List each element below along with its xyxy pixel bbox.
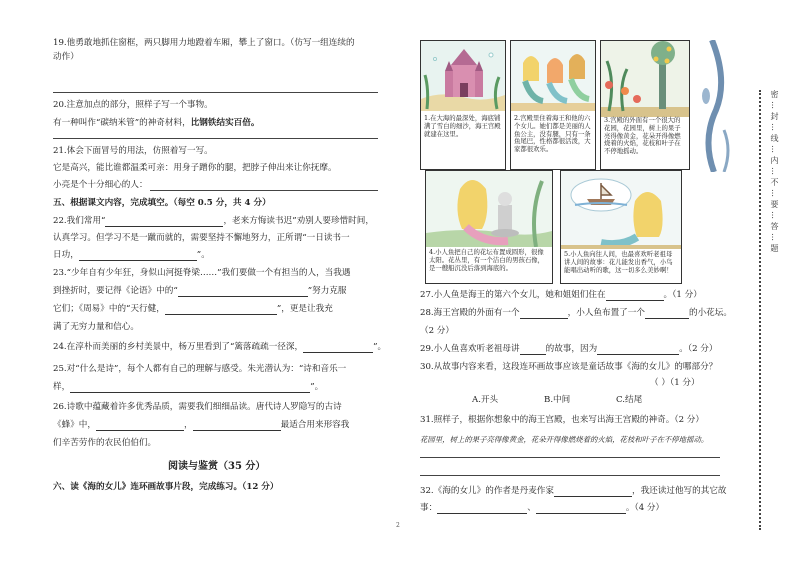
- fill-blank[interactable]: [645, 309, 689, 319]
- q30-option-b[interactable]: B.中间: [544, 395, 571, 405]
- comic-panel-5: [560, 170, 682, 284]
- fill-blank[interactable]: [105, 217, 223, 227]
- fill-blank[interactable]: [178, 287, 308, 297]
- q28-text-b: ，小人鱼布置了一个: [567, 308, 645, 318]
- fill-blank[interactable]: [79, 251, 197, 261]
- q31-example: 花园里，树上的果子亮得像黄金，花朵开得像燃烧着的火焰，花枝和叶子在不停地摇动。: [420, 435, 709, 444]
- q25-line2: [53, 382, 323, 393]
- q27-text-b: 。（1 分）: [663, 290, 702, 300]
- binding-label: 密…封…线…内…不…要…答…题: [770, 90, 779, 255]
- fill-blank[interactable]: [520, 309, 568, 319]
- fill-blank[interactable]: [597, 345, 679, 355]
- q23-text-b: ”努力克服: [307, 286, 347, 296]
- q20-line1: 20.注意加点的部分，照样子写一个事物。: [53, 100, 213, 110]
- panel-5-caption: 5.小人鱼向往人间，也最喜欢听老祖母讲人间的故事：花儿能发出香气，小鸟能唱出动听的歌，这一切多么美妙啊！: [564, 250, 673, 274]
- q21-line3: [53, 180, 148, 191]
- q23-line4: 满了无穷力量和信心。: [53, 322, 139, 332]
- q23-line1: 23.“少年自有少年狂，身似山河挺脊梁……”我们要做一个有担当的人，当我遇: [53, 268, 351, 278]
- q29-text-b: 的故事，因为: [545, 344, 598, 354]
- fill-blank[interactable]: [554, 487, 632, 497]
- q29-text-a: 29.小人鱼喜欢听老祖母讲: [420, 344, 520, 354]
- q26-text-c: 最适合用来形容我: [280, 420, 350, 430]
- q32-text-a: 32.《海的女儿》的作者是丹麦作家: [420, 486, 554, 496]
- q32-text-c: 事：: [420, 503, 438, 513]
- q22-line2: 认真学习。但学习不是一蹴而就的，需要坚持不懈地努力，正所谓“一日读书一: [53, 233, 350, 243]
- reading-section-title: 阅读与鉴赏（35 分）: [168, 461, 266, 472]
- q25-line1: 25.对“什么是诗”，每个人都有自己的理解与感受。朱光潜认为：“诗和音乐一: [53, 364, 347, 374]
- comic-panel-1: [420, 40, 506, 170]
- answer-line: [420, 457, 720, 458]
- q23-text-d: ”，更是让我充: [276, 304, 333, 314]
- q31-line1: 31.照样子，根据你想象中的海王宫殿，也来写出海王宫殿的神奇。（2 分）: [420, 415, 704, 425]
- answer-line: [420, 475, 720, 476]
- q24-text-b: ”。: [373, 342, 387, 352]
- q20-line2: [53, 118, 259, 129]
- q25-text-b: ”。: [310, 382, 324, 392]
- comic-panel-2: [510, 40, 596, 170]
- binding-dotted-line: [759, 90, 761, 530]
- q25-text-a: 样，: [53, 382, 71, 392]
- q27: [420, 290, 702, 301]
- q32-line2: [420, 503, 664, 514]
- fill-blank[interactable]: [536, 504, 626, 514]
- q21-line2: 它是高兴，能比谁都温柔可亲：用身子蹭你的腿，把脖子伸出来让你抚摩。: [53, 163, 337, 173]
- q21-prompt: 小亮是个十分细心的人：: [53, 180, 148, 190]
- mermaid-dreaming-illustration: [561, 171, 681, 249]
- q22-text-a: 22.我们常用“: [53, 216, 106, 226]
- q22-text-c: 日功，: [53, 250, 79, 260]
- q23-line2: [53, 286, 347, 297]
- q26-line1: 26.诗歌中蕴藏着许多优秀品质，需要我们细细品读。唐代诗人罗隐写的古诗: [53, 402, 342, 412]
- q26-text-b: ，: [183, 420, 193, 430]
- q30-option-c[interactable]: C.结尾: [616, 395, 643, 405]
- page-number: 2: [396, 522, 400, 529]
- q28-score: （2 分）: [420, 326, 454, 336]
- q21-line1: 21.体会下面冒号的用法，仿照着写一写。: [53, 146, 213, 156]
- fill-blank[interactable]: [606, 291, 664, 301]
- q32-text-e: 。（4 分）: [625, 503, 665, 513]
- panel-1-caption: 1.在大海的最深处，海底铺满了雪白的细沙，海王宫殿就建在这里。: [424, 114, 501, 138]
- q19-line1: 19.他勇敢地抓住窗框，两只脚用力地蹬着车厢，攀上了窗口。（仿写一组连续的: [53, 38, 355, 48]
- comic-panel-4: [425, 170, 553, 284]
- q22-line1: [53, 216, 374, 227]
- q22-text-d: ”。: [196, 250, 210, 260]
- q22-line3: [53, 250, 210, 261]
- fill-blank[interactable]: [303, 343, 373, 353]
- comic-panel-3: [600, 40, 690, 170]
- q28-text-c: 的小花坛。: [688, 308, 732, 318]
- q22-text-b: ，老来方悔读书迟”劝别人要珍惜时间，: [223, 216, 374, 226]
- q23-line3: [53, 304, 333, 315]
- section-6-heading: 六、读《海的女儿》连环画故事片段，完成练习。（12 分）: [53, 482, 279, 492]
- q29-text-c: 。（2 分）: [679, 344, 718, 354]
- q19-line2: 动作）: [53, 52, 79, 62]
- palace-garden-illustration: [601, 41, 689, 117]
- q30-option-a[interactable]: A.开头: [472, 395, 499, 405]
- answer-line: [53, 138, 378, 139]
- q32-text-b: ，我还读过他写的其它故: [631, 486, 727, 496]
- fill-blank[interactable]: [96, 421, 184, 431]
- q26-line3: 们辛苦劳作的农民伯伯们。: [53, 438, 157, 448]
- fill-blank[interactable]: [193, 421, 281, 431]
- answer-line: [150, 190, 378, 191]
- q23-text-a: 到挫折时，要记得《论语》中的“: [53, 286, 178, 296]
- q29: [420, 344, 717, 355]
- undersea-castle-illustration: [421, 41, 505, 111]
- q26-line2: [53, 420, 349, 431]
- panel-3-caption: 3.宫殿的外面有一个很大的花园，花园里，树上的果子亮得像黄金，花朵开得像燃烧着的火焰，花枝和叶子在不停地摇动。: [604, 116, 681, 156]
- q32-text-d: 、: [527, 503, 536, 513]
- q28-text-a: 28.海王宫殿的外面有一个: [420, 308, 520, 318]
- mermaid-statue-garden-illustration: [426, 171, 552, 247]
- q30-line1: 30.从故事内容来看，这段连环画故事应该是童话故事《海的女儿》的哪部分？: [420, 362, 718, 372]
- q24-text-a: 24.在淳朴而美丽的乡村美景中，杨万里看到了“篱落疏疏一径深，: [53, 342, 304, 352]
- q30-answer-paren[interactable]: （ ）（1 分）: [650, 378, 700, 388]
- fill-blank[interactable]: [520, 345, 546, 355]
- q32-line1: [420, 486, 727, 497]
- seaweed-illustration: [696, 40, 732, 172]
- q20-example: 有一种叫作“碳纳米管”的神奇材料，: [53, 118, 191, 128]
- q26-text-a: 《蜂》中，: [53, 420, 96, 430]
- q28-line1: [420, 308, 732, 319]
- fill-blank[interactable]: [70, 383, 310, 393]
- answer-line: [53, 92, 378, 93]
- panel-4-caption: 4.小人鱼把自己的花坛布置成圆形，很像太阳。花丛里，有一个洁白的男孩石像，是一艘船沉没后落到海底的。: [429, 248, 545, 272]
- fill-blank[interactable]: [437, 504, 527, 514]
- q20-emphasis: 比钢铁结实百倍。: [190, 118, 260, 128]
- q24: [53, 342, 386, 353]
- section-5-heading: 五、根据课文内容，完成填空。（每空 0.5 分，共 4 分）: [53, 198, 271, 208]
- q23-text-c: 它们；《周易》中的“天行健，: [53, 304, 165, 314]
- panel-2-caption: 2.宫殿里住着海王和他的六个女儿。她们都是美丽的人鱼公主，没有腿，只有一条鱼尾巴，性格都很活泼，大家都很欢乐。: [514, 114, 591, 154]
- fill-blank[interactable]: [165, 305, 277, 315]
- mermaid-sisters-illustration: [511, 41, 595, 111]
- q27-text-a: 27.小人鱼是海王的第六个女儿，她和姐姐们住在: [420, 290, 606, 300]
